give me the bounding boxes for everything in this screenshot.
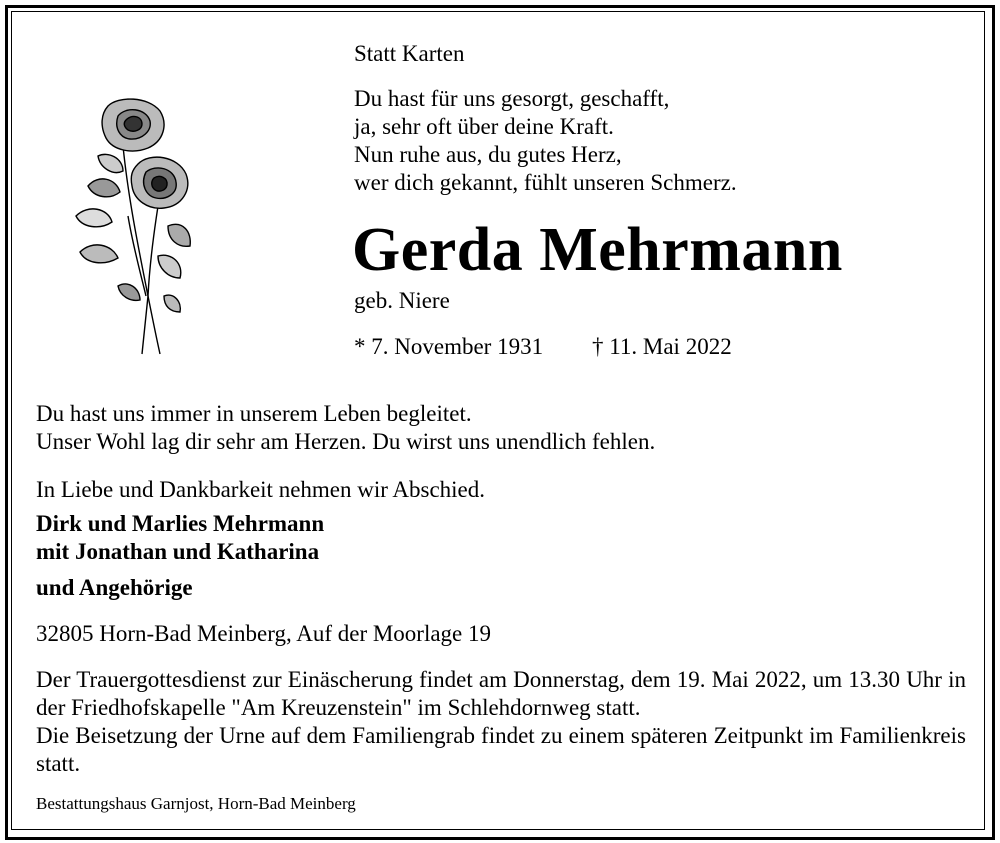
rose-illustration	[68, 96, 198, 358]
poem	[354, 85, 737, 197]
address: 32805 Horn-Bad Meinberg, Auf der Moorlage 19	[36, 621, 492, 646]
message-line: Unser Wohl lag dir sehr am Herzen. Du wirst uns unendlich fehlen.	[36, 429, 656, 454]
service-info: Der Trauergottesdienst zur Einäscherung findet am Donnerstag, dem 19. Mai 2022, um 13.30 Uhr in der Friedhofskapelle "Am Kreuzenstein" im Schlehdornweg statt.	[36, 667, 966, 720]
poem-line: wer dich gekannt, fühlt unseren Schmerz.	[354, 170, 737, 195]
mourner-line: Dirk und Marlies Mehrmann	[36, 511, 325, 536]
undertaker: Bestattungshaus Garnjost, Horn-Bad Meinberg	[36, 794, 356, 813]
message	[36, 400, 655, 456]
death-date: † 11. Mai 2022	[592, 334, 732, 359]
mourner-line: mit Jonathan und Katharina	[36, 539, 320, 564]
relatives: und Angehörige	[36, 575, 193, 600]
poem-line: Du hast für uns gesorgt, geschafft,	[354, 86, 670, 111]
poem-line: Nun ruhe aus, du gutes Herz,	[354, 142, 622, 167]
farewell-text: In Liebe und Dankbarkeit nehmen wir Abschied.	[36, 477, 486, 502]
mourners	[36, 510, 324, 566]
deceased-name: Gerda Mehrmann	[352, 216, 843, 284]
header-statt-karten: Statt Karten	[354, 41, 465, 66]
birth-date: * 7. November 1931	[354, 334, 544, 359]
burial-info: Die Beisetzung der Urne auf dem Familiengrab findet zu einem späteren Zeitpunkt im Familienkreis statt.	[36, 723, 966, 776]
poem-line: ja, sehr oft über deine Kraft.	[354, 114, 614, 139]
maiden-name: geb. Niere	[354, 288, 450, 313]
message-line: Du hast uns immer in unserem Leben begleitet.	[36, 401, 472, 426]
